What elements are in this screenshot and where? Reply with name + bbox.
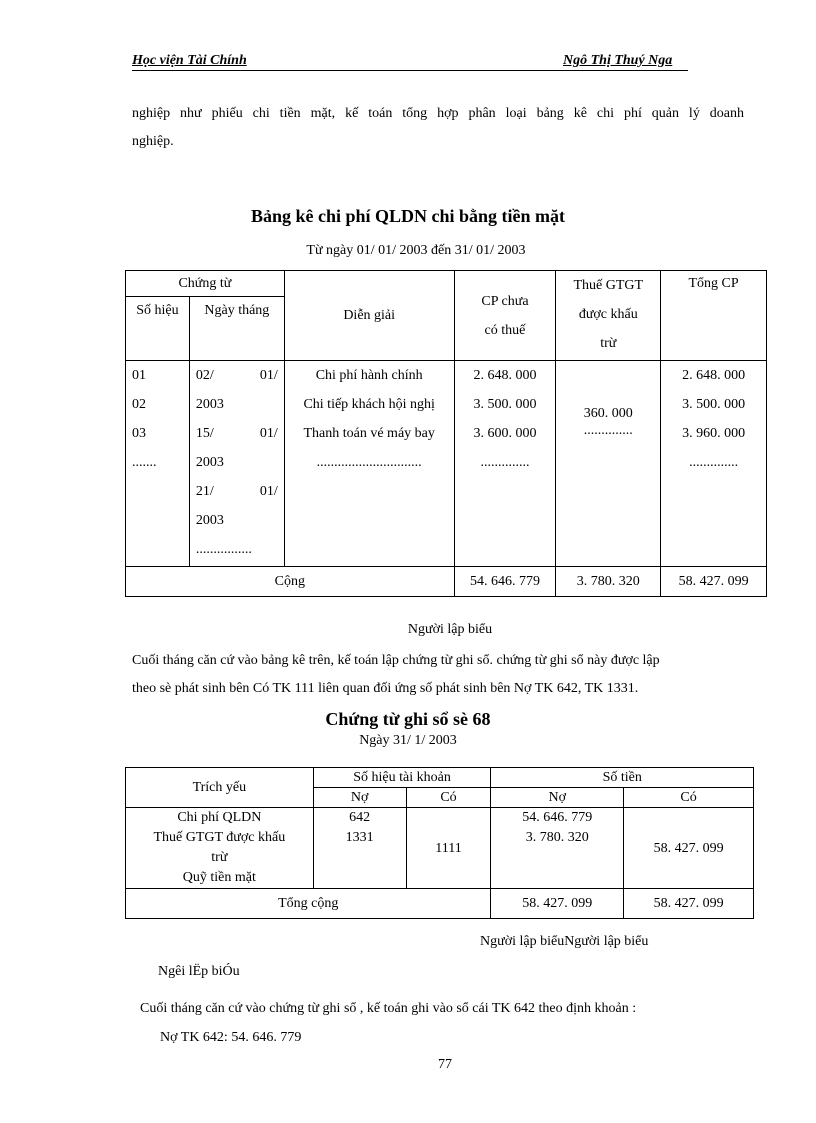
tien-no-item: 3. 780. 320	[525, 830, 589, 845]
date-part: 01/	[259, 368, 278, 383]
para2-line-2: theo sè phát sinh bên Có TK 111 liên quan đối ứng số phát sinh bên Nợ TK 642, TK 1331.	[132, 681, 639, 696]
col-tong-cp	[661, 361, 767, 567]
para3-line-1: Cuối tháng căn cứ vào chứng từ ghi sổ , kế toán ghi vào sổ cái TK 642 theo định khoản :	[140, 1001, 637, 1016]
so-hieu-item: 03	[132, 426, 146, 441]
header-rule	[132, 70, 688, 71]
th-tk-no: Nợ	[313, 788, 406, 808]
th-cp-line-2: có thuế	[484, 322, 526, 338]
date-line	[196, 419, 278, 448]
th-cp-chua-thue	[454, 271, 556, 361]
tong-item: 3. 500. 000	[682, 397, 746, 412]
expense-table	[125, 270, 767, 597]
th-thue	[556, 271, 661, 361]
trich-yeu-item: Thuế GTGT được khấu	[153, 830, 286, 845]
signature-2: Người lập biểuNgười lập biểu	[480, 934, 649, 949]
dien-giai-item: ..............................	[316, 455, 422, 470]
cp-item: ..............	[480, 455, 530, 470]
dien-giai-item: Chi tiếp khách hội nghị	[303, 397, 435, 412]
so-hieu-item: .......	[132, 455, 157, 470]
total-thue: 3. 780. 320	[556, 567, 661, 597]
tk-no-item: 642	[349, 810, 371, 825]
garbled-signature: Ngêi lËp biÓu	[158, 964, 240, 979]
paragraph-2	[132, 647, 744, 703]
intro-line-1: nghiệp như phiếu chi tiền mặt, kế toán tổng hợp phân loại bảng kê chi phí quản lý doanh	[132, 106, 744, 121]
cp-item: 2. 648. 000	[473, 368, 537, 383]
total2-label: Tổng cộng	[126, 889, 491, 919]
date-line	[196, 477, 278, 506]
dien-giai-item: Thanh toán vé máy bay	[303, 426, 435, 441]
col-ngay-thang	[189, 361, 284, 567]
trich-yeu-item: Chi phí QLDN	[177, 810, 262, 825]
date-line: 2003	[195, 455, 224, 470]
tien-no-item: 54. 646. 779	[522, 810, 593, 825]
total2-co: 58. 427. 099	[624, 889, 754, 919]
header-left: Học viện Tài Chính	[132, 53, 247, 68]
col-tk-co: 1111	[406, 808, 491, 889]
trich-yeu-item: Quỹ tiền mặt	[182, 870, 256, 885]
cp-item: 3. 500. 000	[473, 397, 537, 412]
so-hieu-item: 02	[132, 397, 146, 412]
date-part: 01/	[259, 426, 278, 441]
date-line: 2003	[195, 513, 224, 528]
th-thue-line-1: Thuế GTGT	[573, 278, 644, 293]
th-trich-yeu: Trích yếu	[126, 768, 314, 808]
col-so-hieu	[126, 361, 190, 567]
date-part: 21/	[195, 484, 214, 499]
total2-no: 58. 427. 099	[491, 889, 624, 919]
date-line	[196, 361, 278, 390]
paragraph-3	[140, 994, 760, 1052]
date-part: 01/	[259, 484, 278, 499]
signature-1: Người lập biểu	[407, 622, 493, 637]
th-so-tien: Số tiền	[491, 768, 754, 788]
tong-item: ..............	[689, 455, 739, 470]
th-so-hieu-tk: Số hiệu tài khoản	[313, 768, 491, 788]
date-line: ................	[195, 542, 252, 557]
para2-line-1: Cuối tháng căn cứ vào bảng kê trên, kế toán lập chứng từ ghi sổ. chứng từ ghi sổ này được lập	[132, 653, 660, 668]
th-tien-co: Có	[624, 788, 754, 808]
intro-line-2: nghiệp.	[132, 134, 174, 149]
table2-subtitle: Ngày 31/ 1/ 2003	[359, 733, 457, 748]
table2-title: Chứng từ ghi sổ sè 68	[325, 709, 491, 729]
trich-yeu-item: trừ	[211, 850, 228, 865]
col-thue	[556, 361, 661, 567]
intro-paragraph	[132, 100, 744, 156]
so-hieu-item: 01	[132, 368, 146, 383]
th-tong-cp: Tổng CP	[661, 271, 767, 361]
table1-title: Bảng kê chi phí QLDN chi bằng tiền mặt	[250, 206, 566, 226]
date-part: 02/	[195, 368, 214, 383]
th-cp-line-1: CP chưa	[481, 293, 529, 309]
th-ngay-thang: Ngày tháng	[189, 297, 284, 361]
date-part: 15/	[195, 426, 214, 441]
col-tien-no	[491, 808, 624, 889]
col-cp-chua-thue	[454, 361, 556, 567]
page-number: 77	[438, 1057, 452, 1072]
header-right: Ngô Thị Thuý Nga	[563, 53, 673, 68]
th-chung-tu: Chứng từ	[126, 271, 285, 297]
para3-line-2: Nợ TK 642: 54. 646. 779	[160, 1030, 302, 1045]
table1-subtitle: Từ ngày 01/ 01/ 2003 đến 31/ 01/ 2003	[306, 243, 526, 258]
voucher-table	[125, 767, 754, 919]
th-thue-line-3: trừ	[600, 336, 617, 351]
dien-giai-item: Chi phí hành chính	[315, 368, 423, 383]
col-tien-co: 58. 427. 099	[624, 808, 754, 889]
th-thue-line-2: được khấu	[578, 307, 638, 322]
total-tong: 58. 427. 099	[661, 567, 767, 597]
th-so-hieu: Số hiệu	[126, 297, 190, 361]
th-dien-giai: Diễn giải	[284, 271, 454, 361]
total-cp: 54. 646. 779	[454, 567, 556, 597]
thue-item: 360. 000	[583, 406, 633, 421]
col-tk-no	[313, 808, 406, 889]
date-line: 2003	[195, 397, 224, 412]
th-tien-no: Nợ	[491, 788, 624, 808]
th-tk-co: Có	[406, 788, 491, 808]
col-trich-yeu	[126, 808, 314, 889]
tong-item: 2. 648. 000	[682, 368, 746, 383]
tk-no-item: 1331	[345, 830, 374, 845]
total-label: Cộng	[126, 567, 455, 597]
col-dien-giai	[284, 361, 454, 567]
thue-item: ..............	[583, 423, 633, 438]
cp-item: 3. 600. 000	[473, 426, 537, 441]
tong-item: 3. 960. 000	[682, 426, 746, 441]
